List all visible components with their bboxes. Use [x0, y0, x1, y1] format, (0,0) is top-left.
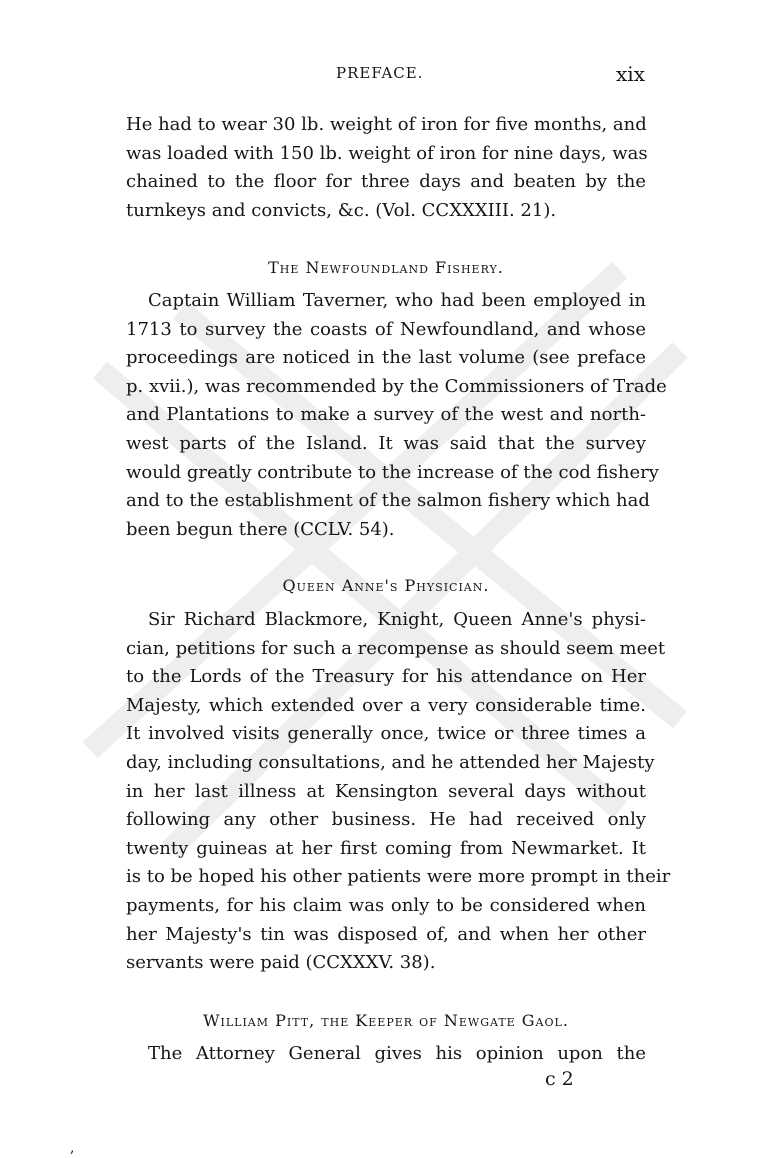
text-line: been begun there (CCLV. 54). [126, 518, 395, 540]
running-title: PREFACE. [336, 64, 424, 82]
stray-mark: , [70, 1140, 75, 1156]
text-line: twenty guineas at her first coming from Newmarket. It [126, 837, 646, 859]
text-line: Majesty, which extended over a very considerable time. [126, 694, 646, 716]
paragraph-iron-weights [126, 111, 646, 225]
section-heading-william-pitt: William Pitt, the Keeper of Newgate Gaol. [203, 1011, 569, 1030]
text-line: cian, petitions for such a recompense as should seem meet [126, 637, 666, 659]
section-heading-newfoundland-fishery: The Newfoundland Fishery. [268, 258, 504, 277]
text-line: and Plantations to make a survey of the west and north- [126, 404, 646, 426]
text-line: was loaded with 150 lb. weight of iron for nine days, was [126, 142, 648, 164]
text-line: turnkeys and convicts, &c. (Vol. CCXXXIII. 21). [126, 199, 557, 221]
text-line: following any other business. He had received only [126, 809, 646, 831]
text-line: servants were paid (CCXXXV. 38). [126, 952, 436, 974]
text-line: chained to the floor for three days and beaten by the [126, 171, 646, 193]
page-number: xix [616, 62, 645, 86]
text-line: The Attorney General gives his opinion upon the [148, 1043, 646, 1064]
text-line: in her last illness at Kensington several days without [126, 780, 646, 802]
signature-mark: c 2 [545, 1068, 574, 1090]
paragraph-attorney-general [126, 1040, 646, 1069]
text-line: and to the establishment of the salmon fishery which had [126, 490, 650, 512]
text-line: Sir Richard Blackmore, Knight, Queen Anne's physi- [148, 609, 646, 630]
text-line: Captain William Taverner, who had been employed in [148, 290, 646, 311]
paragraph-physician [126, 606, 671, 978]
text-line: to the Lords of the Treasury for his attendance on Her [126, 666, 646, 688]
section-heading-queen-annes-physician: Queen Anne's Physician. [282, 576, 490, 595]
text-line: west parts of the Island. It was said that the survey [126, 432, 646, 454]
text-line: p. xvii.), was recommended by the Commissioners of Trade [126, 375, 667, 397]
paragraph-newfoundland [126, 287, 667, 544]
text-line: day, including consultations, and he attended her Majesty [126, 751, 655, 773]
text-line: He had to wear 30 lb. weight of iron for five months, and [126, 114, 647, 135]
running-head [120, 60, 645, 88]
text-line: is to be hoped his other patients were more prompt in their [126, 866, 671, 888]
text-line: would greatly contribute to the increase of the cod fishery [126, 461, 659, 483]
text-line: her Majesty's tin was disposed of, and when her other [126, 923, 646, 945]
text-line: proceedings are noticed in the last volume (see preface [126, 347, 646, 369]
text-line: 1713 to survey the coasts of Newfoundland, and whose [126, 318, 646, 340]
text-line: payments, for his claim was only to be considered when [126, 894, 646, 916]
text-line: It involved visits generally once, twice or three times a [126, 723, 646, 745]
